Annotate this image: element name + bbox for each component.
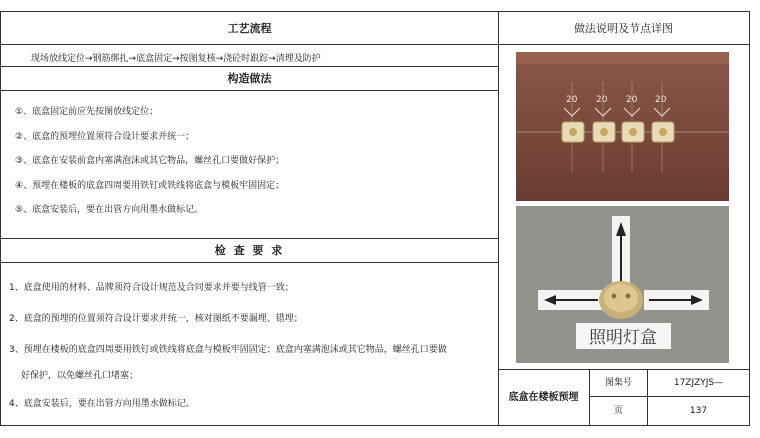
spacing-mark: 20 [655, 95, 667, 105]
detail-header: 做法说明及节点详图 [498, 12, 749, 45]
construction-item: ①、底盒固定前应先按图放线定位； [15, 107, 159, 117]
atlas-value: 17ZJZYJS— [648, 370, 749, 397]
process-row [1, 45, 498, 67]
light-box-illustration [516, 206, 729, 363]
left-panel [1, 12, 499, 425]
light-box-label: 照明灯盒 [589, 328, 657, 348]
process-title: 工艺流程 [1, 12, 498, 45]
page-label: 页 [590, 397, 648, 426]
spacing-mark: 20 [626, 95, 638, 105]
inspection-list [1, 263, 498, 425]
construction-list [1, 91, 498, 239]
atlas-label: 图集号 [590, 370, 648, 397]
right-panel [498, 12, 749, 425]
construction-item: ⑤、底盒安装后，要在出管方向用墨水做标记。 [15, 205, 204, 215]
construction-title: 构造做法 [1, 67, 498, 91]
inspection-item: 好保护，以免螺丝孔口堵塞； [21, 371, 139, 381]
inspection-item: 2、底盒的预埋的位置须符合设计要求并统一，核对图纸不要漏埋、错埋； [9, 314, 303, 324]
inspection-item: 3、预埋在楼板的底盒四周要用铁钉或铁线将底盒与模板牢固固定；底盒内塞满泡沫或其它物品，螺丝孔口要做 [9, 345, 447, 355]
inspection-item: 1、底盒使用的材料、品牌须符合设计规范及合同要求并要与线管一致； [9, 283, 294, 293]
page-value: 137 [689, 406, 708, 416]
photo-formwork-boxes [516, 52, 729, 201]
inspection-title: 检 查 要 求 [1, 239, 498, 263]
drawing-title: 底盒在楼板预埋 [498, 370, 590, 426]
formwork-boxes-illustration [516, 52, 729, 201]
photo-light-box [516, 206, 729, 363]
process-text: 现场放线定位→钢筋绑扎→底盒固定→按图复核→浇砼时跟踪→清理及防护 [31, 54, 321, 64]
inspection-item: 4、底盒安装后，要在出管方向用墨水做标记。 [9, 399, 195, 409]
title-block [498, 369, 749, 426]
document-sheet [0, 11, 750, 426]
spacing-mark: 20 [566, 95, 578, 105]
construction-item: ②、底盒的预埋位置须符合设计要求并统一； [15, 132, 195, 142]
spacing-mark: 20 [596, 95, 608, 105]
construction-item: ③、底盒在安装前盒内塞满泡沫或其它物品，螺丝孔口要做好保护； [15, 156, 285, 166]
construction-item: ④、预埋在楼板的底盒四周要用铁钉或铁线将底盒与模板牢固固定； [15, 181, 285, 191]
